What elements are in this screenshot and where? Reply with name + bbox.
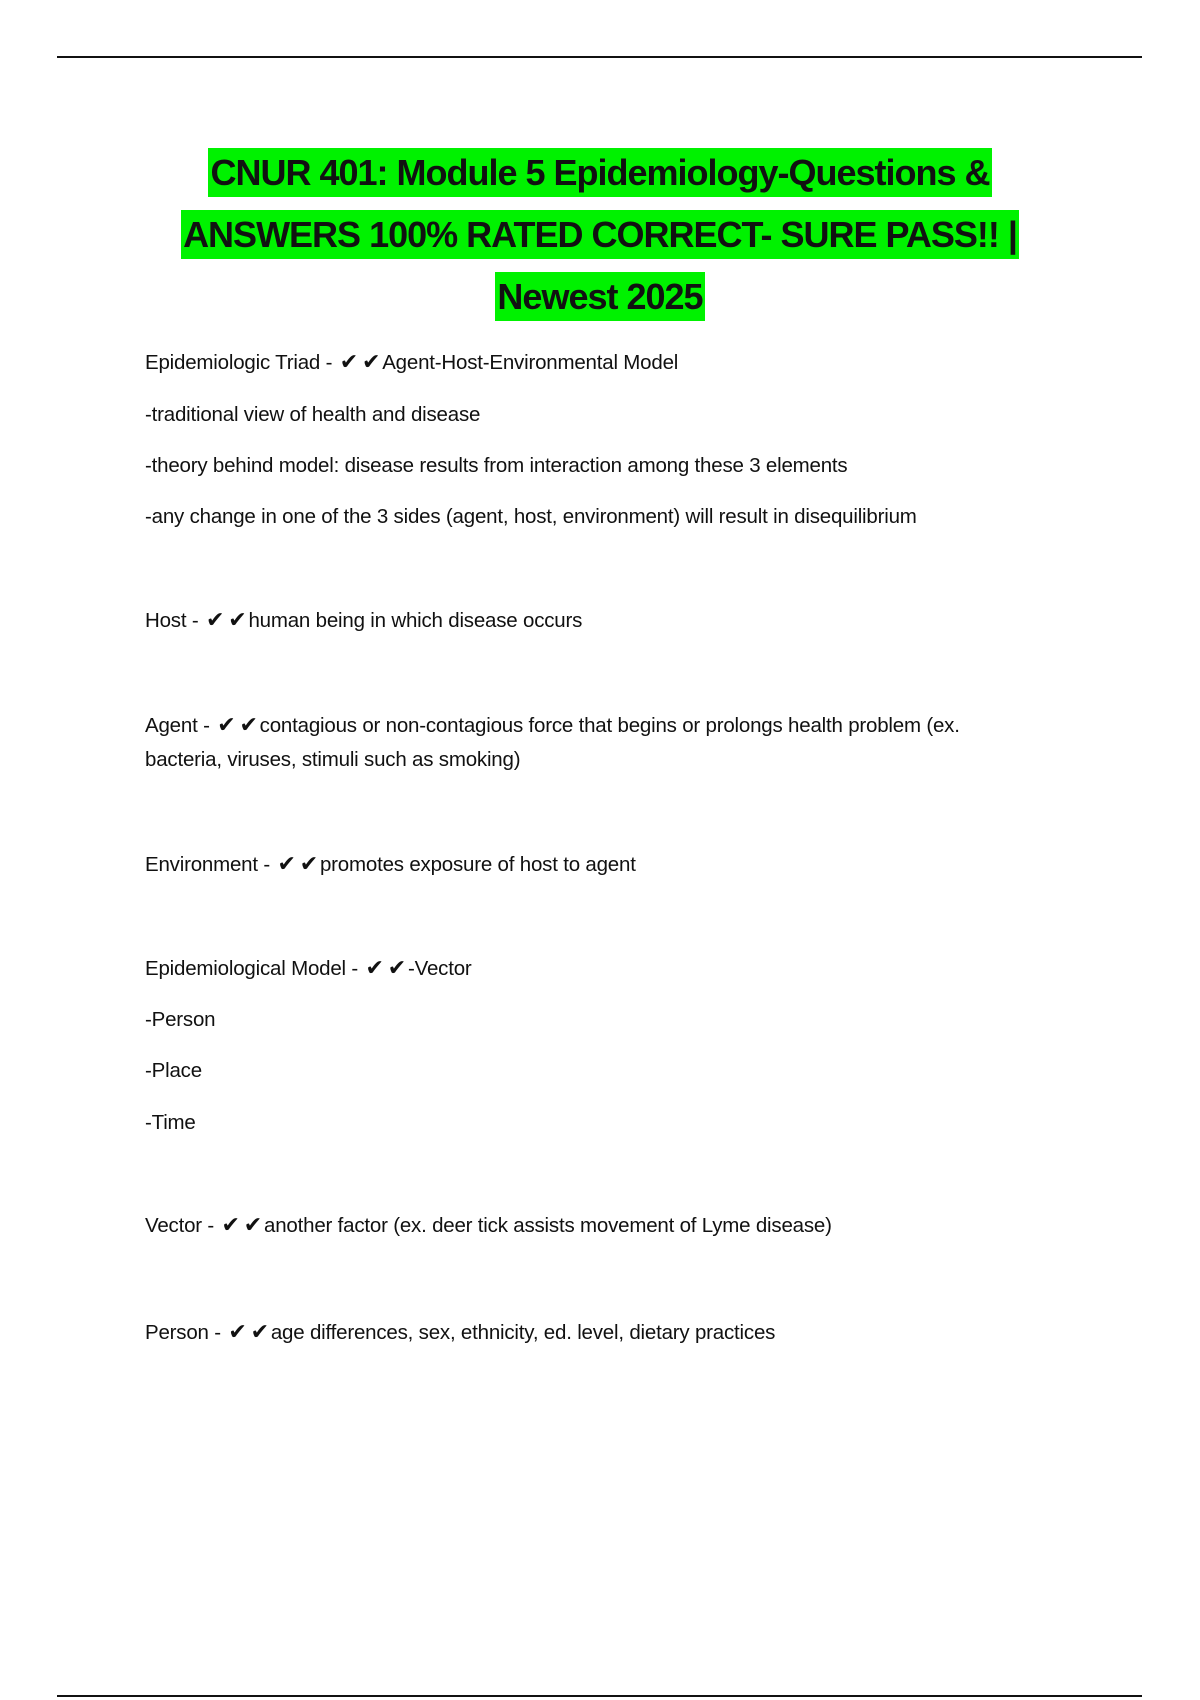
check-icon: ✔ bbox=[387, 956, 406, 981]
check-icon: ✔ bbox=[228, 608, 247, 633]
check-icon: ✔ bbox=[205, 608, 225, 633]
answer-line: -Person bbox=[145, 1008, 216, 1031]
term: Person - bbox=[145, 1321, 227, 1344]
qa-entry-epidemiologic-triad bbox=[145, 346, 1085, 380]
term: Epidemiological Model - bbox=[145, 957, 364, 980]
check-icon: ✔ bbox=[250, 1320, 269, 1345]
qa-entry-epidemiological-model bbox=[145, 952, 1085, 986]
check-icon: ✔ bbox=[217, 713, 236, 738]
qa-entry-person bbox=[145, 1316, 1085, 1350]
answer: Agent-Host-Environmental Model bbox=[382, 351, 679, 374]
term: Agent - bbox=[145, 714, 216, 737]
qa-entry-environment bbox=[145, 848, 1085, 882]
title-line-1: CNUR 401: Module 5 Epidemiology-Questions & bbox=[208, 148, 991, 197]
qa-entry-host bbox=[145, 604, 1085, 638]
answer-line: -Time bbox=[145, 1111, 196, 1134]
check-icon: ✔ bbox=[221, 1213, 240, 1238]
title-line-3: Newest 2025 bbox=[495, 272, 704, 321]
answer: another factor (ex. deer tick assists movement of Lyme disease) bbox=[264, 1214, 832, 1237]
answer: human being in which disease occurs bbox=[248, 609, 583, 632]
answer-line: -theory behind model: disease results from interaction among these 3 elements bbox=[145, 454, 848, 477]
check-icon: ✔ bbox=[277, 852, 296, 877]
answer: contagious or non-contagious force that begins or prolongs health problem (ex. bacteria, viruses, stimuli such as smoking) bbox=[145, 714, 960, 771]
check-icon: ✔ bbox=[365, 956, 384, 981]
check-icon: ✔ bbox=[361, 350, 381, 375]
answer-line: -any change in one of the 3 sides (agent, host, environment) will result in disequilibrium bbox=[145, 505, 917, 528]
check-icon: ✔ bbox=[339, 350, 358, 375]
answer-line: -traditional view of health and disease bbox=[145, 403, 481, 426]
qa-entry-agent bbox=[145, 709, 1025, 777]
term: Epidemiologic Triad - bbox=[145, 351, 338, 374]
check-icon: ✔ bbox=[228, 1320, 247, 1345]
answer: -Vector bbox=[408, 957, 472, 980]
check-icon: ✔ bbox=[239, 713, 258, 738]
answer-line: -Place bbox=[145, 1059, 202, 1082]
bottom-rule bbox=[57, 1695, 1142, 1697]
qa-entry-vector bbox=[145, 1209, 1085, 1243]
term: Vector - bbox=[145, 1214, 220, 1237]
answer: promotes exposure of host to agent bbox=[319, 853, 636, 876]
check-icon: ✔ bbox=[299, 852, 318, 877]
document-title bbox=[100, 142, 1100, 328]
title-line-2: ANSWERS 100% RATED CORRECT- SURE PASS!! | bbox=[181, 210, 1019, 259]
term: Host - bbox=[145, 609, 204, 632]
check-icon: ✔ bbox=[243, 1213, 263, 1238]
answer: age differences, sex, ethnicity, ed. level, dietary practices bbox=[270, 1321, 776, 1344]
top-rule bbox=[57, 56, 1142, 58]
term: Environment - bbox=[145, 853, 276, 876]
